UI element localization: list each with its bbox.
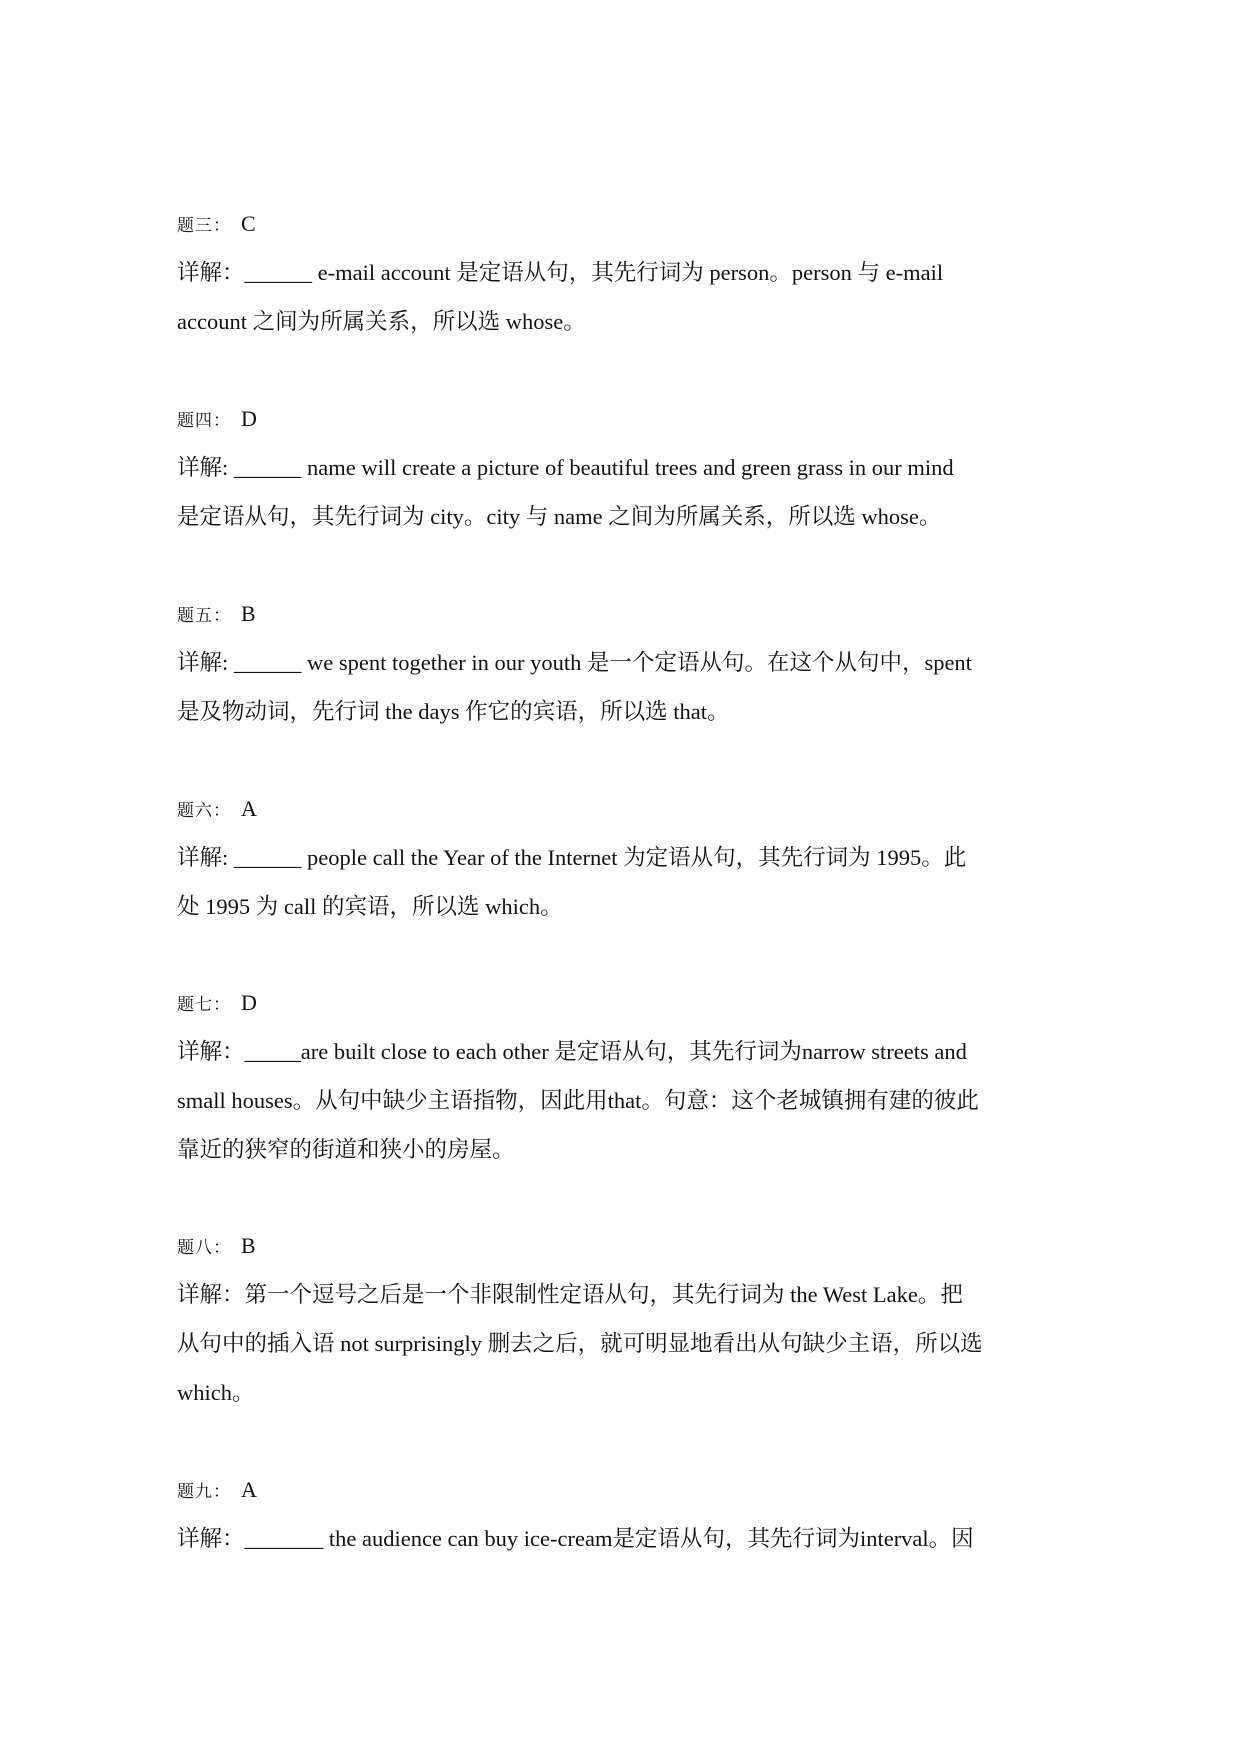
explanation-line: account 之间为所属关系，所以选 whose。 (177, 309, 586, 334)
explanation-line: 详解: ______ name will create a picture of beautiful trees and green grass in our mind (177, 455, 954, 480)
explanation-line: 详解：_______ the audience can buy ice-cream是定语从句，其先行词为interval。因 (177, 1526, 974, 1551)
question-answer: B (241, 601, 256, 626)
question-header (177, 789, 1077, 829)
explanation (177, 443, 1077, 541)
question-answer: A (241, 1477, 257, 1502)
explanation-line: 从句中的插入语 not surprisingly 删去之后，就可明显地看出从句缺少主语，所以选 (177, 1331, 983, 1356)
question-label: 题九： (177, 1482, 231, 1501)
question-label: 题八： (177, 1238, 231, 1257)
explanation-line: which。 (177, 1380, 255, 1405)
question-header (177, 594, 1077, 634)
explanation-line: 是定语从句，其先行词为 city。city 与 name 之间为所属关系，所以选 whose。 (177, 504, 942, 529)
question-label: 题三： (177, 216, 231, 235)
explanation-line: 详解：______ e-mail account 是定语从句，其先行词为 person。person 与 e-mail (177, 260, 944, 285)
question-answer: C (241, 211, 256, 236)
question-label: 题七： (177, 995, 231, 1014)
explanation (177, 833, 1077, 931)
explanation-line: 处 1995 为 call 的宾语，所以选 which。 (177, 894, 563, 919)
explanation-line: 是及物动词，先行词 the days 作它的宾语，所以选 that。 (177, 699, 730, 724)
question-answer: B (241, 1233, 256, 1258)
question-header (177, 983, 1077, 1023)
explanation-line: 详解: ______ people call the Year of the Internet 为定语从句，其先行词为 1995。此 (177, 845, 967, 870)
explanation-line: 详解：_____are built close to each other 是定语从句，其先行词为narrow streets and (177, 1039, 967, 1064)
explanation-line: small houses。从句中缺少主语指物，因此用that。句意：这个老城镇拥有建的彼此 (177, 1088, 979, 1113)
question-8 (177, 1226, 1077, 1417)
question-header (177, 1226, 1077, 1266)
explanation-line: 靠近的狭窄的街道和狭小的房屋。 (177, 1137, 515, 1162)
question-label: 题六： (177, 801, 231, 820)
question-label: 题五： (177, 606, 231, 625)
question-answer: A (241, 796, 257, 821)
question-answer: D (241, 406, 257, 431)
explanation (177, 1514, 1077, 1563)
question-header (177, 399, 1077, 439)
explanation (177, 1027, 1077, 1174)
question-4 (177, 399, 1077, 541)
explanation-line: 详解: ______ we spent together in our youth 是一个定语从句。在这个从句中，spent (177, 650, 972, 675)
explanation (177, 1270, 1077, 1417)
explanation (177, 248, 1077, 346)
question-answer: D (241, 990, 257, 1015)
question-header (177, 1470, 1077, 1510)
explanation (177, 638, 1077, 736)
explanation-line: 详解：第一个逗号之后是一个非限制性定语从句，其先行词为 the West Lake。把 (177, 1282, 963, 1307)
question-7 (177, 983, 1077, 1174)
question-5 (177, 594, 1077, 736)
question-3 (177, 204, 1077, 346)
question-6 (177, 789, 1077, 931)
question-header (177, 204, 1077, 244)
question-label: 题四： (177, 411, 231, 430)
question-9 (177, 1470, 1077, 1563)
